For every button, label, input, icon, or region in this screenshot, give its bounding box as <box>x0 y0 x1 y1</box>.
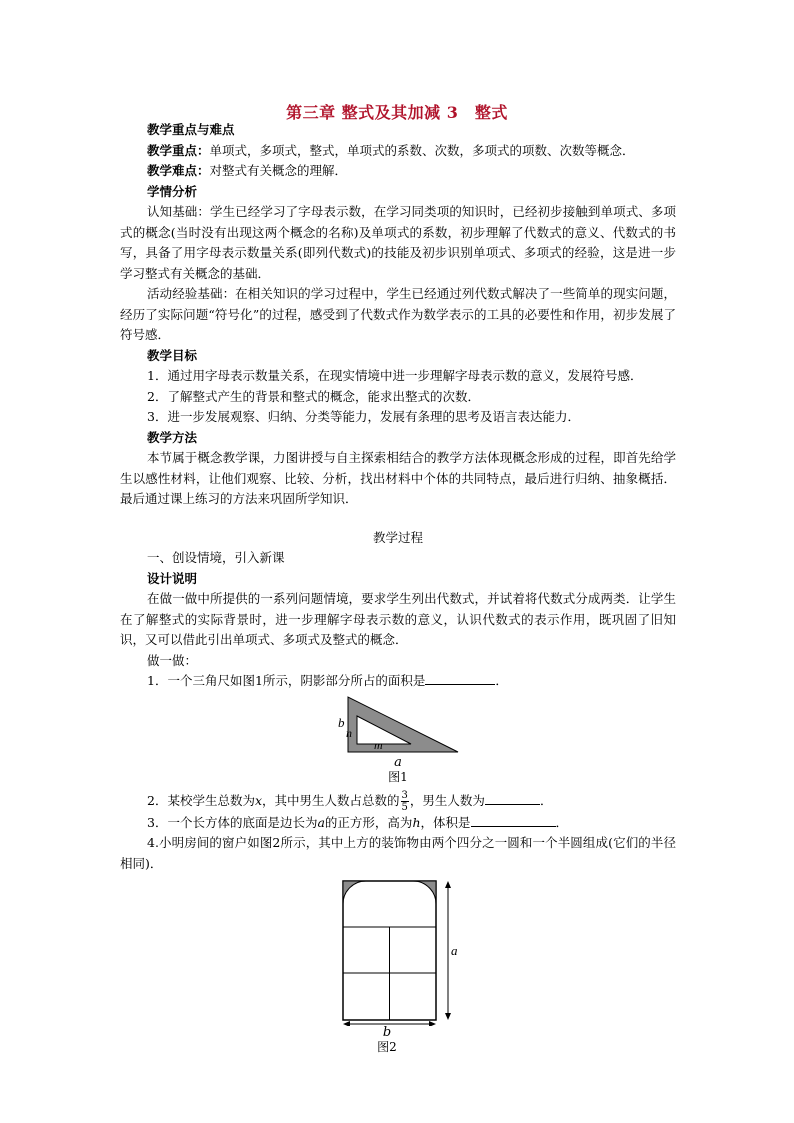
analysis-paragraph-1: 认知基础：学生已经学习了字母表示数，在学习同类项的知识时，已经初步接触到单项式、多项式的概念(当时没有出现这两个概念的名称)及单项式的系数，初步理解了代数式的意义、代数式的书写，具备了用字母表示数量关系(即列代数式)的技能及初步识别单项式、多项式的经验，这是进一步学习整式有关概念的基础． <box>120 204 676 281</box>
difficulty-paragraph <box>120 161 676 182</box>
arrow-left-icon <box>343 1021 350 1026</box>
answer-blank-1 <box>425 671 495 685</box>
heading-goals: 教学目标 <box>147 347 198 363</box>
key-points-paragraph <box>120 141 676 162</box>
document-body <box>120 120 676 1056</box>
difficulty-text: 对整式有关概念的理解． <box>209 163 348 178</box>
label-n: n <box>346 725 352 740</box>
spacer <box>120 510 676 528</box>
goal-item-1: 1．通过用字母表示数量关系，在现实情境中进一步理解字母表示数的意义，发展符号感． <box>147 368 643 383</box>
fraction-three-fifths: $\frac{3}{5}$ <box>401 789 408 813</box>
triangle-ruler-figure <box>328 696 468 756</box>
question-3: 3．一个长方体的底面是边长为a的正方形，高为h，体积是 ． <box>147 814 569 830</box>
label-b: b <box>338 714 345 730</box>
analysis-paragraph-2: 活动经验基础：在相关知识的学习过程中，学生已经通过列代数式解决了一些简单的现实问题，经历了实际问题“符号化”的过程，感受到了代数式作为数学表示的工具的必要性和作用，初步发展了符号感． <box>120 286 676 342</box>
arrow-up-icon <box>445 881 451 888</box>
window-figure <box>328 880 468 1026</box>
figure-2 <box>120 880 676 1054</box>
goal-item-2: 2．了解整式产生的背景和整式的概念，能求出整式的次数． <box>147 388 480 404</box>
figure-2-caption: 图2 <box>377 1040 397 1054</box>
method-paragraph: 本节属于概念教学课，力图讲授与自主探索相结合的教学方法体现概念形成的过程，即首先给学生以感性材料，让他们观察、比较、分析，找出材料中个体的共同特点，最后进行归纳、抽象概括．最后通过课上练习的方法来巩固所学知识． <box>120 450 676 506</box>
document-title: 第三章 整式及其加减 3 整式 <box>286 103 508 122</box>
arrow-right-icon <box>429 1021 436 1026</box>
heading-design: 设计说明 <box>147 570 198 586</box>
question-1: 1．一个三角尺如图1所示，阴影部分所占的面积是 ． <box>147 673 508 688</box>
key-label: 教学重点： <box>147 142 210 158</box>
design-paragraph: 在做一做中所提供的一系列问题情境，要求学生列出代数式，并试着将代数式分成两类．让学生在了解整式的实际背景时，进一步理解字母表示数的意义，认识代数式的表示作用，既巩固了旧知识，又可以借此引出单项式、多项式及整式的概念． <box>120 591 676 647</box>
goal-item-3: 3．进一步发展观察、归纳、分类等能力，发展有条理的思考及语言表达能力． <box>147 409 580 424</box>
label-window-a: a <box>451 943 458 958</box>
question-4: 4.小明房间的窗户如图2所示，其中上方的装饰物由两个四分之一圆和一个半圆组成(它们的半径相同)． <box>120 835 676 871</box>
try-label: 做一做： <box>147 652 198 668</box>
difficulty-label: 教学难点： <box>147 163 210 178</box>
heading-method: 教学方法 <box>147 429 198 445</box>
label-window-b: b <box>382 1025 392 1040</box>
key-text: 单项式，多项式，整式，单项式的系数、次数，多项式的项数、次数等概念． <box>209 142 635 158</box>
answer-blank-2 <box>485 791 540 805</box>
label-m: m <box>374 737 383 752</box>
heading-process: 教学过程 <box>372 529 423 545</box>
answer-blank-3 <box>471 813 556 827</box>
heading-key-points: 教学重点与难点 <box>147 122 235 137</box>
step-one: 一、创设情境，引入新课 <box>147 550 285 565</box>
heading-analysis: 学情分析 <box>147 183 198 199</box>
question-2: 2．某校学生总数为x，其中男生人数占总数的 $\frac{3}{5}$ ，男生人数为 ． <box>147 789 553 813</box>
figure-1-caption: 图1 <box>388 769 408 784</box>
arrow-down-icon <box>445 1013 451 1020</box>
label-a: a <box>394 754 402 770</box>
figure-1 <box>120 696 676 784</box>
